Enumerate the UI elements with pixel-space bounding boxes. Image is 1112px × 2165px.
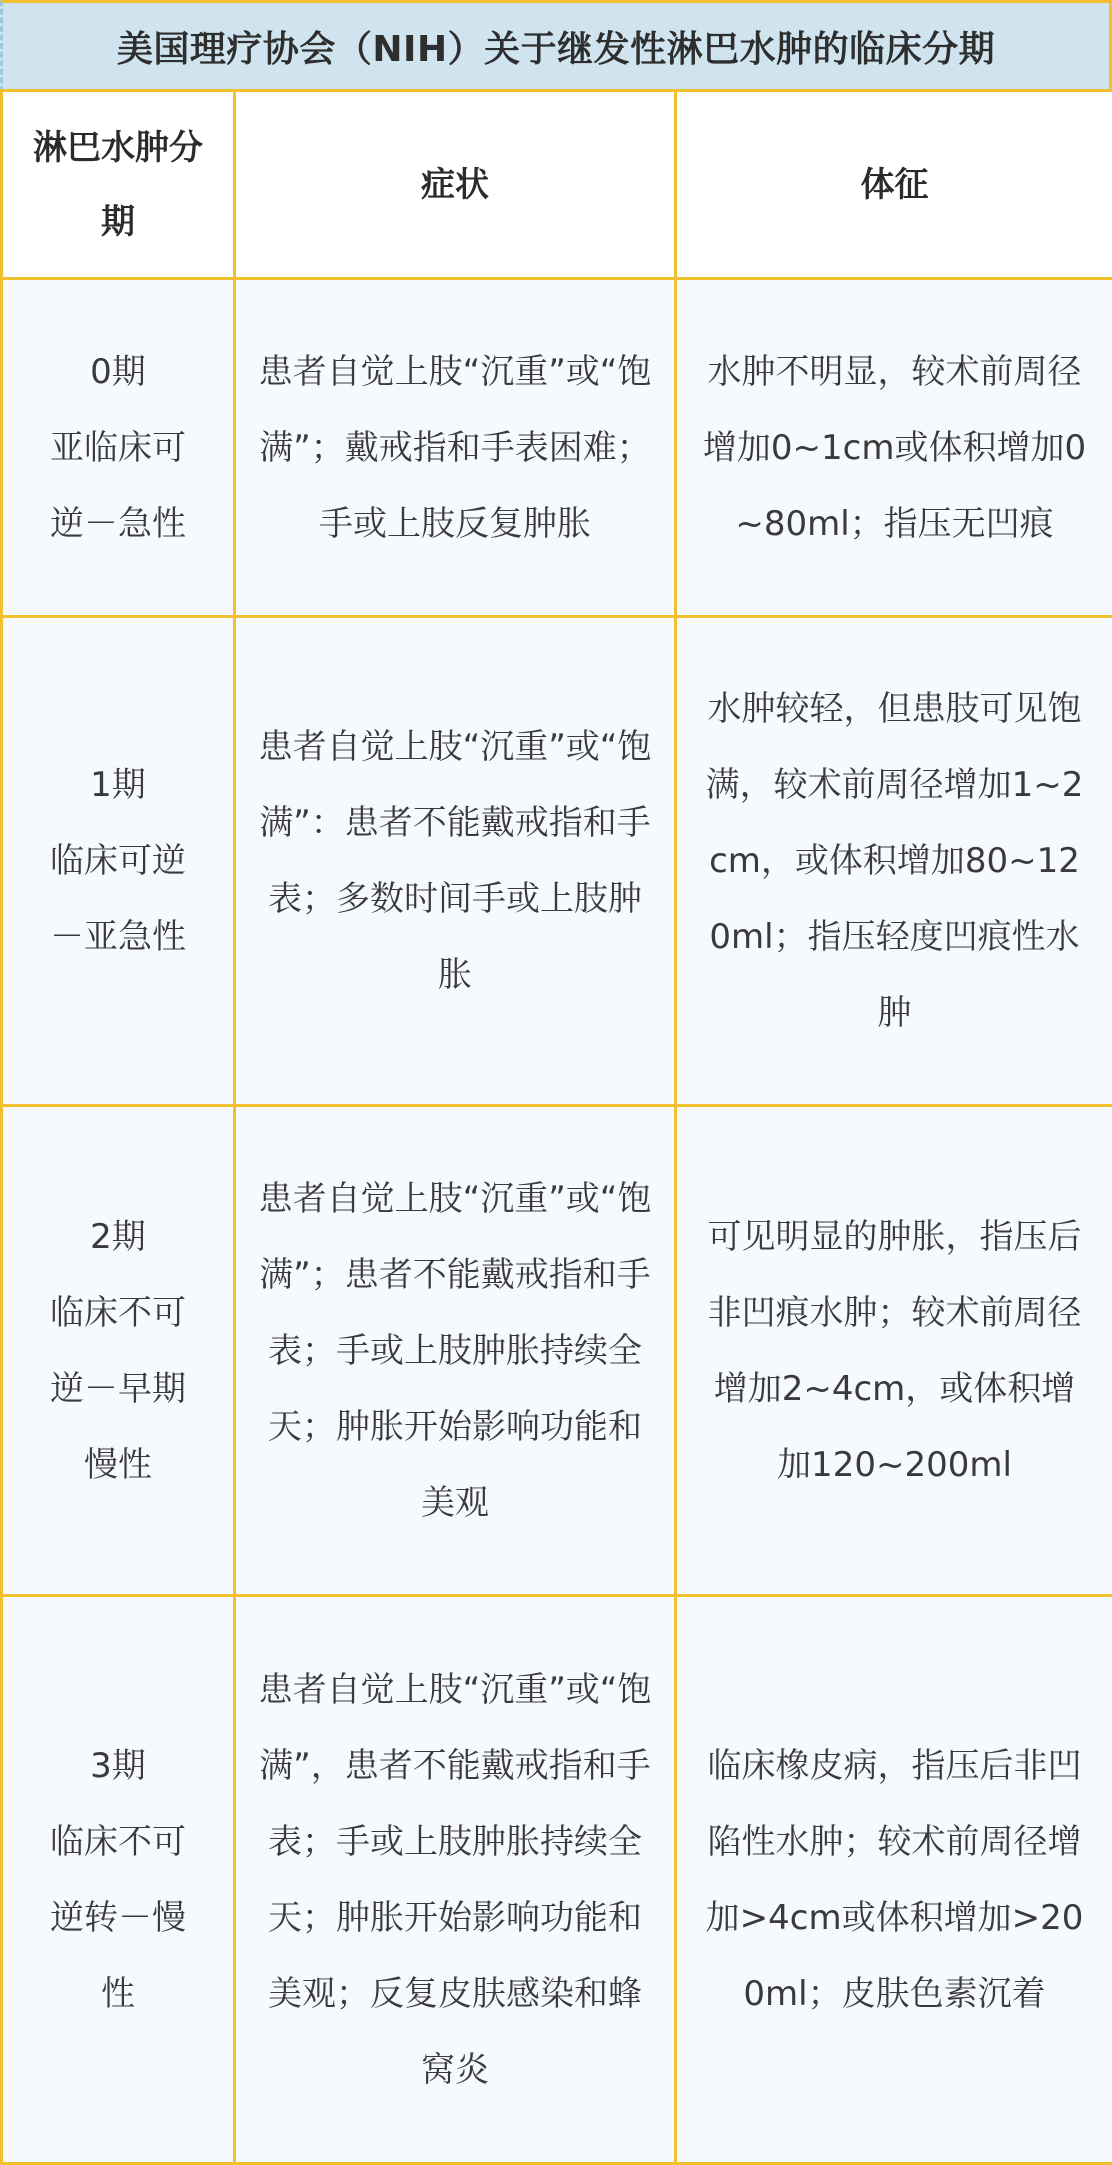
stage-label-line: 临床可逆－亚急性 — [50, 841, 186, 957]
stage-label — [43, 1728, 193, 2032]
symptoms-cell: 患者自觉上肢“沉重”或“饱满”；戴戒指和手表困难；手或上肢反复肿胀 — [235, 279, 676, 617]
table-row — [2, 279, 1112, 617]
stage-label-line: 1期 — [90, 765, 146, 805]
stage-cell — [2, 279, 235, 617]
stage-label-line: 2期 — [90, 1216, 146, 1257]
stage-label — [43, 334, 193, 562]
stage-label-line: 临床不可逆－早期慢性 — [50, 1292, 186, 1485]
table-title: 美国理疗协会（NIH）关于继发性淋巴水肿的临床分期 — [0, 0, 1112, 92]
signs-cell: 可见明显的肿胀，指压后非凹痕水肿；较术前周径增加2~4cm，或体积增加120~200ml — [676, 1106, 1112, 1596]
header-symptoms: 症状 — [235, 91, 676, 279]
header-row — [2, 91, 1112, 279]
stage-label-line: 亚临床可逆－急性 — [50, 427, 186, 544]
table-row — [2, 1106, 1112, 1596]
table-row — [2, 617, 1112, 1106]
table-row — [2, 1596, 1112, 2164]
stage-cell — [2, 1596, 235, 2164]
symptoms-cell: 患者自觉上肢“沉重”或“饱满”，患者不能戴戒指和手表；手或上肢肿胀持续全天；肿胀开始影响功能和美观；反复皮肤感染和蜂窝炎 — [235, 1596, 676, 2164]
stage-label — [43, 747, 193, 975]
stage-cell — [2, 617, 235, 1106]
stage-label — [43, 1199, 193, 1503]
header-signs: 体征 — [676, 91, 1112, 279]
staging-table — [0, 89, 1112, 2165]
symptoms-cell: 患者自觉上肢“沉重”或“饱满”：患者不能戴戒指和手表；多数时间手或上肢肿胀 — [235, 617, 676, 1106]
header-stage: 淋巴水肿分期 — [2, 91, 235, 279]
signs-cell: 水肿不明显，较术前周径增加0~1cm或体积增加0~80ml；指压无凹痕 — [676, 279, 1112, 617]
stage-label-line: 临床不可逆转－慢性 — [50, 1821, 186, 2014]
symptoms-cell: 患者自觉上肢“沉重”或“饱满”；患者不能戴戒指和手表；手或上肢肿胀持续全天；肿胀开始影响功能和美观 — [235, 1106, 676, 1596]
stage-label-line: 0期 — [90, 351, 146, 392]
stage-cell — [2, 1106, 235, 1596]
signs-cell: 临床橡皮病，指压后非凹陷性水肿；较术前周径增加>4cm或体积增加>200ml；皮肤色素沉着 — [676, 1596, 1112, 2164]
signs-cell: 水肿较轻，但患肢可见饱满，较术前周径增加1~2cm，或体积增加80~120ml；指压轻度凹痕性水肿 — [676, 617, 1112, 1106]
stage-label-line: 3期 — [90, 1745, 146, 1786]
